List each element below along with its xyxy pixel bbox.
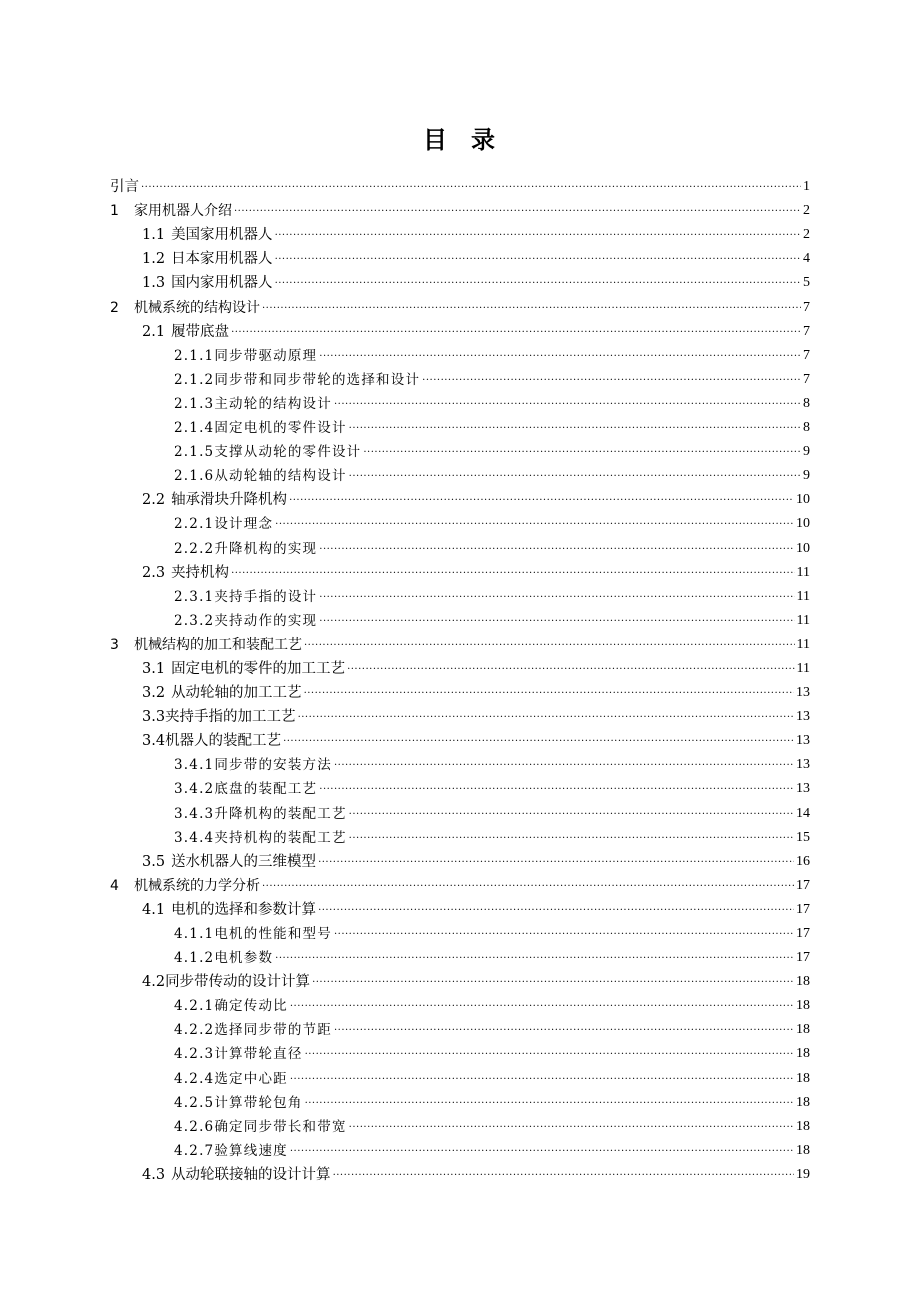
toc-dot-leader	[334, 927, 794, 939]
toc-entry-number: 2.3.1	[174, 588, 215, 605]
toc-page-number: 4	[803, 251, 810, 267]
toc-entry[interactable]	[110, 606, 810, 630]
toc-entry-label	[110, 1021, 332, 1039]
toc-dot-leader	[312, 975, 794, 987]
toc-page-number: 17	[796, 877, 810, 893]
toc-page-number: 10	[796, 492, 810, 508]
toc-page-number: 11	[796, 636, 810, 652]
toc-page-number: 7	[803, 371, 810, 387]
toc-entry[interactable]	[110, 389, 810, 413]
toc-page-number: 11	[796, 612, 810, 628]
toc-entry[interactable]	[110, 1088, 810, 1112]
toc-page-number: 9	[803, 444, 810, 460]
toc-dot-leader	[319, 782, 794, 794]
toc-dot-leader	[318, 903, 794, 915]
toc-entry-number: 2.1.6	[174, 468, 215, 485]
toc-entry-label	[110, 949, 273, 967]
toc-entry[interactable]	[110, 509, 810, 533]
toc-entry-number: 3.4.4	[174, 829, 215, 846]
toc-entry-label	[110, 636, 302, 654]
toc-page-number: 10	[796, 516, 810, 532]
toc-entry-title: 同步带和同步带轮的选择和设计	[214, 371, 421, 388]
toc-entry[interactable]	[110, 1112, 810, 1136]
toc-page-number: 9	[803, 468, 810, 484]
toc-entry[interactable]	[110, 798, 810, 822]
toc-dot-leader	[319, 614, 794, 626]
toc-entry-title: 从动轮轴的加工工艺	[171, 685, 302, 702]
toc-entry[interactable]	[110, 967, 810, 991]
toc-entry-label	[110, 419, 347, 437]
toc-page-number: 1	[803, 179, 810, 195]
toc-page-number: 18	[796, 1070, 810, 1086]
toc-entry[interactable]	[110, 558, 810, 582]
toc-entry-title: 机械结构的加工和装配工艺	[134, 636, 302, 653]
toc-entry-label	[110, 780, 317, 798]
toc-entry-title: 电机的性能和型号	[214, 926, 332, 942]
toc-entry-number: 3.5	[142, 853, 166, 870]
toc-entry[interactable]	[110, 365, 810, 389]
toc-entry-title: 选定中心距	[214, 1070, 288, 1087]
toc-entry[interactable]	[110, 461, 810, 485]
toc-dot-leader	[349, 469, 801, 481]
toc-entry-title: 机器人的装配工艺	[165, 733, 282, 750]
toc-entry[interactable]	[110, 774, 810, 798]
toc-dot-leader	[262, 301, 801, 313]
toc-entry-number: 3.4.3	[174, 805, 215, 822]
toc-entry-label	[110, 829, 347, 847]
toc-dot-leader	[304, 686, 794, 698]
toc-page-number: 11	[796, 660, 810, 676]
toc-entry-number: 4.2.2	[174, 1022, 215, 1039]
toc-entry-title: 夹持手指的加工工艺	[165, 709, 296, 726]
toc-page-number: 14	[796, 805, 810, 821]
toc-entry-label	[110, 756, 332, 774]
toc-entry-label	[110, 274, 273, 292]
toc-entry-title: 家用机器人介绍	[134, 203, 232, 220]
toc-entry-label	[110, 1045, 303, 1063]
toc-dot-leader	[349, 831, 794, 843]
toc-entry-title: 确定传动比	[214, 998, 288, 1015]
toc-page-number: 17	[796, 950, 810, 966]
toc-entry-title: 升降机构的实现	[214, 540, 318, 557]
toc-page-number: 18	[796, 1094, 810, 1110]
toc-page-number: 16	[796, 853, 810, 869]
toc-entry-number: 4.2.5	[174, 1094, 215, 1111]
toc-entry[interactable]	[110, 172, 810, 196]
toc-entry-title: 轴承滑块升降机构	[171, 492, 288, 509]
toc-entry[interactable]	[110, 678, 810, 702]
toc-dot-leader	[319, 542, 794, 554]
toc-entry[interactable]	[110, 1136, 810, 1160]
toc-page-number: 18	[796, 1046, 810, 1062]
toc-entry-number: 4.2.1	[174, 998, 215, 1015]
toc-entry[interactable]	[110, 437, 810, 461]
toc-entry-label	[110, 877, 260, 895]
toc-entry-label	[110, 178, 139, 196]
toc-dot-leader	[231, 325, 801, 337]
toc-dot-leader	[305, 1047, 794, 1059]
toc-dot-leader	[349, 807, 794, 819]
toc-entry[interactable]	[110, 823, 810, 847]
toc-entry[interactable]	[110, 1039, 810, 1063]
toc-entry-number: 4.1.1	[174, 926, 215, 942]
toc-entry-title: 同步带驱动原理	[214, 347, 318, 364]
toc-entry-title: 设计理念	[214, 516, 274, 533]
toc-page-number: 18	[796, 998, 810, 1014]
toc-entry[interactable]	[110, 943, 810, 967]
toc-entry-title: 同步带传动的设计计算	[165, 974, 311, 991]
toc-page-number: 13	[796, 709, 810, 725]
toc-entry-title: 底盘的装配工艺	[214, 781, 318, 798]
toc-entry-title: 支撑从动轮的零件设计	[214, 444, 362, 461]
toc-entry-number: 2	[110, 299, 119, 316]
toc-entry-label	[110, 226, 273, 244]
toc-entry-label	[110, 1094, 303, 1112]
toc-page-number: 18	[796, 1022, 810, 1038]
toc-entry-number: 4.2.6	[174, 1118, 215, 1135]
toc-entry-title: 夹持动作的实现	[214, 612, 318, 629]
toc-entry-label	[110, 395, 332, 413]
toc-entry-number: 2.3	[142, 564, 166, 581]
toc-entry[interactable]	[110, 268, 810, 292]
toc-page-number: 18	[796, 974, 810, 990]
toc-dot-leader	[349, 1120, 794, 1132]
toc-page-number: 8	[803, 420, 810, 436]
toc-entry[interactable]	[110, 919, 810, 943]
toc-entry-number: 4.3	[142, 1166, 166, 1183]
toc-entry-number: 4.1	[142, 901, 166, 918]
toc-entry-title: 计算带轮包角	[214, 1094, 303, 1111]
toc-page-number: 13	[796, 733, 810, 749]
toc-dot-leader	[333, 1168, 794, 1180]
toc-entry-number: 2.1.4	[174, 420, 215, 437]
page-title	[0, 124, 920, 156]
toc-dot-leader	[319, 590, 794, 602]
toc-entry-label	[110, 540, 317, 558]
toc-dot-leader	[318, 855, 794, 867]
toc-dot-leader	[334, 397, 801, 409]
toc-dot-leader	[363, 445, 801, 457]
toc-entry-title: 送水机器人的三维模型	[171, 853, 317, 870]
toc-entry[interactable]	[110, 582, 810, 606]
toc-entry-label	[110, 708, 296, 726]
toc-entry[interactable]	[110, 1015, 810, 1039]
toc-dot-leader	[283, 734, 794, 746]
toc-page-number: 7	[803, 299, 810, 315]
toc-entry[interactable]	[110, 292, 810, 316]
toc-dot-leader	[298, 710, 794, 722]
toc-entry-label	[110, 1142, 288, 1160]
toc-entry-label	[110, 564, 229, 582]
toc-page-number: 13	[796, 685, 810, 701]
toc-entry-number: 2.1	[142, 323, 166, 340]
toc-page-number: 11	[796, 564, 810, 580]
toc-entry-number: 1.2	[142, 251, 166, 268]
toc-entry-label	[110, 997, 288, 1015]
toc-entry-label	[110, 660, 345, 678]
toc-page-number: 7	[803, 347, 810, 363]
toc-entry-number: 1.3	[142, 275, 166, 292]
toc-entry-title: 固定电机的零件设计	[214, 420, 347, 437]
toc-entry-title: 机械系统的结构设计	[134, 299, 260, 316]
toc-entry[interactable]	[110, 630, 810, 654]
toc-entry-title: 确定同步带长和带宽	[214, 1118, 347, 1135]
toc-entry-number: 3.4.1	[174, 757, 215, 774]
toc-entry[interactable]	[110, 991, 810, 1015]
toc-entry-number: 3.1	[142, 660, 166, 677]
toc-entry-number: 2.1.2	[174, 371, 215, 388]
toc-entry-number: 2.1.1	[174, 347, 215, 364]
toc-page-number: 17	[796, 901, 810, 917]
toc-entry-label	[110, 467, 347, 485]
toc-dot-leader	[305, 1096, 794, 1108]
table-of-contents	[110, 172, 810, 1184]
toc-entry-title: 主动轮的结构设计	[214, 395, 332, 412]
toc-entry-number: 2.2.2	[174, 540, 215, 557]
toc-page-number: 18	[796, 1142, 810, 1158]
toc-entry-title: 固定电机的零件的加工工艺	[171, 660, 346, 677]
toc-dot-leader	[347, 662, 794, 674]
toc-entry-label	[110, 805, 347, 823]
toc-entry-number: 4.2	[142, 974, 166, 991]
toc-entry-label	[110, 684, 302, 702]
toc-entry-number: 2.1.3	[174, 395, 215, 412]
toc-entry-number: 4.2.3	[174, 1046, 215, 1063]
toc-entry-title: 从动轮轴的结构设计	[214, 468, 347, 485]
toc-entry-title: 选择同步带的节距	[214, 1022, 332, 1039]
page-title-text: 目 录	[423, 126, 497, 155]
toc-entry-title: 同步带的安装方法	[214, 757, 332, 774]
toc-entry-title: 电机的选择和参数计算	[171, 901, 317, 918]
toc-dot-leader	[141, 180, 801, 192]
toc-entry-title: 电机参数	[214, 950, 274, 967]
toc-page-number: 10	[796, 540, 810, 556]
toc-entry-number: 1.1	[142, 227, 166, 244]
toc-dot-leader	[262, 879, 794, 891]
toc-entry-label	[110, 250, 273, 268]
toc-entry[interactable]	[110, 244, 810, 268]
toc-page-number: 18	[796, 1118, 810, 1134]
toc-entry-number: 1	[110, 203, 119, 220]
toc-page-number: 15	[796, 829, 810, 845]
toc-entry-title: 国内家用机器人	[171, 275, 273, 292]
toc-page-number: 8	[803, 395, 810, 411]
toc-entry-number: 3.3	[142, 709, 166, 726]
toc-entry-number: 4	[110, 877, 119, 894]
toc-entry-label	[110, 443, 361, 461]
toc-entry-label	[110, 612, 317, 630]
toc-entry-number: 3.4.2	[174, 781, 215, 798]
toc-entry-label	[110, 202, 232, 220]
toc-entry-title: 验算线速度	[214, 1142, 288, 1159]
toc-dot-leader	[290, 1144, 794, 1156]
toc-entry-label	[110, 1118, 347, 1136]
toc-entry-title: 引言	[110, 179, 139, 196]
toc-entry[interactable]	[110, 702, 810, 726]
toc-dot-leader	[334, 1023, 794, 1035]
toc-dot-leader	[334, 758, 794, 770]
toc-entry[interactable]	[110, 533, 810, 557]
toc-entry-title: 夹持机构的装配工艺	[214, 829, 347, 846]
toc-entry-label	[110, 491, 287, 509]
toc-dot-leader	[319, 349, 801, 361]
toc-dot-leader	[289, 493, 794, 505]
toc-entry-label	[110, 1166, 331, 1184]
toc-dot-leader	[290, 999, 794, 1011]
toc-dot-leader	[231, 566, 794, 578]
toc-entry-title: 从动轮联接轴的设计计算	[171, 1166, 331, 1183]
toc-entry-number: 4.1.2	[174, 950, 215, 967]
toc-entry-title: 履带底盘	[171, 323, 230, 340]
toc-page-number: 13	[796, 757, 810, 773]
toc-entry-number: 3	[110, 636, 119, 653]
toc-entry-label	[110, 371, 420, 389]
toc-entry[interactable]	[110, 847, 810, 871]
toc-page-number: 2	[803, 203, 810, 219]
toc-entry-number: 4.2.7	[174, 1142, 215, 1159]
toc-dot-leader	[275, 228, 801, 240]
toc-entry[interactable]	[110, 895, 810, 919]
toc-dot-leader	[290, 1072, 794, 1084]
toc-entry-number: 2.2.1	[174, 516, 215, 533]
toc-dot-leader	[275, 276, 801, 288]
toc-entry-title: 升降机构的装配工艺	[214, 805, 347, 822]
toc-page-number: 5	[803, 275, 810, 291]
toc-entry-label	[110, 901, 316, 919]
toc-page-number: 13	[796, 781, 810, 797]
toc-entry-number: 2.3.2	[174, 612, 215, 629]
toc-entry-title: 夹持机构	[171, 564, 230, 581]
toc-entry[interactable]	[110, 1160, 810, 1184]
toc-entry[interactable]	[110, 413, 810, 437]
toc-entry[interactable]	[110, 750, 810, 774]
toc-entry-label	[110, 1070, 288, 1088]
toc-entry[interactable]	[110, 726, 810, 750]
toc-page-number: 17	[796, 926, 810, 941]
toc-page-number: 11	[796, 588, 810, 604]
toc-entry-label	[110, 973, 310, 991]
toc-entry-label	[110, 515, 273, 533]
toc-dot-leader	[275, 517, 794, 529]
toc-entry-label	[110, 323, 229, 341]
toc-entry[interactable]	[110, 341, 810, 365]
toc-entry[interactable]	[110, 220, 810, 244]
toc-dot-leader	[422, 373, 801, 385]
toc-entry[interactable]	[110, 196, 810, 220]
toc-entry[interactable]	[110, 485, 810, 509]
toc-entry-label	[110, 299, 260, 317]
toc-entry-label	[110, 732, 281, 750]
toc-entry-label	[110, 588, 317, 606]
toc-entry[interactable]	[110, 871, 810, 895]
toc-entry-label	[110, 925, 332, 943]
toc-dot-leader	[349, 421, 801, 433]
toc-dot-leader	[234, 204, 801, 216]
toc-entry-number: 3.2	[142, 685, 166, 702]
toc-page-number: 7	[803, 323, 810, 339]
toc-entry-title: 机械系统的力学分析	[134, 877, 260, 894]
toc-entry-label	[110, 347, 317, 365]
toc-page-number: 19	[796, 1166, 810, 1182]
toc-entry-number: 4.2.4	[174, 1070, 215, 1087]
toc-dot-leader	[304, 638, 795, 650]
toc-entry-number: 2.2	[142, 492, 166, 509]
toc-dot-leader	[275, 951, 794, 963]
toc-entry-number: 3.4	[142, 733, 166, 750]
toc-entry-number: 2.1.5	[174, 444, 215, 461]
toc-entry-title: 计算带轮直径	[214, 1046, 303, 1063]
toc-entry[interactable]	[110, 654, 810, 678]
toc-page-number: 2	[803, 227, 810, 243]
toc-entry-label	[110, 853, 316, 871]
toc-dot-leader	[275, 252, 801, 264]
toc-entry[interactable]	[110, 317, 810, 341]
toc-entry-title: 日本家用机器人	[171, 251, 273, 268]
toc-entry[interactable]	[110, 1063, 810, 1087]
toc-entry-title: 夹持手指的设计	[214, 588, 318, 605]
toc-entry-title: 美国家用机器人	[171, 227, 273, 244]
